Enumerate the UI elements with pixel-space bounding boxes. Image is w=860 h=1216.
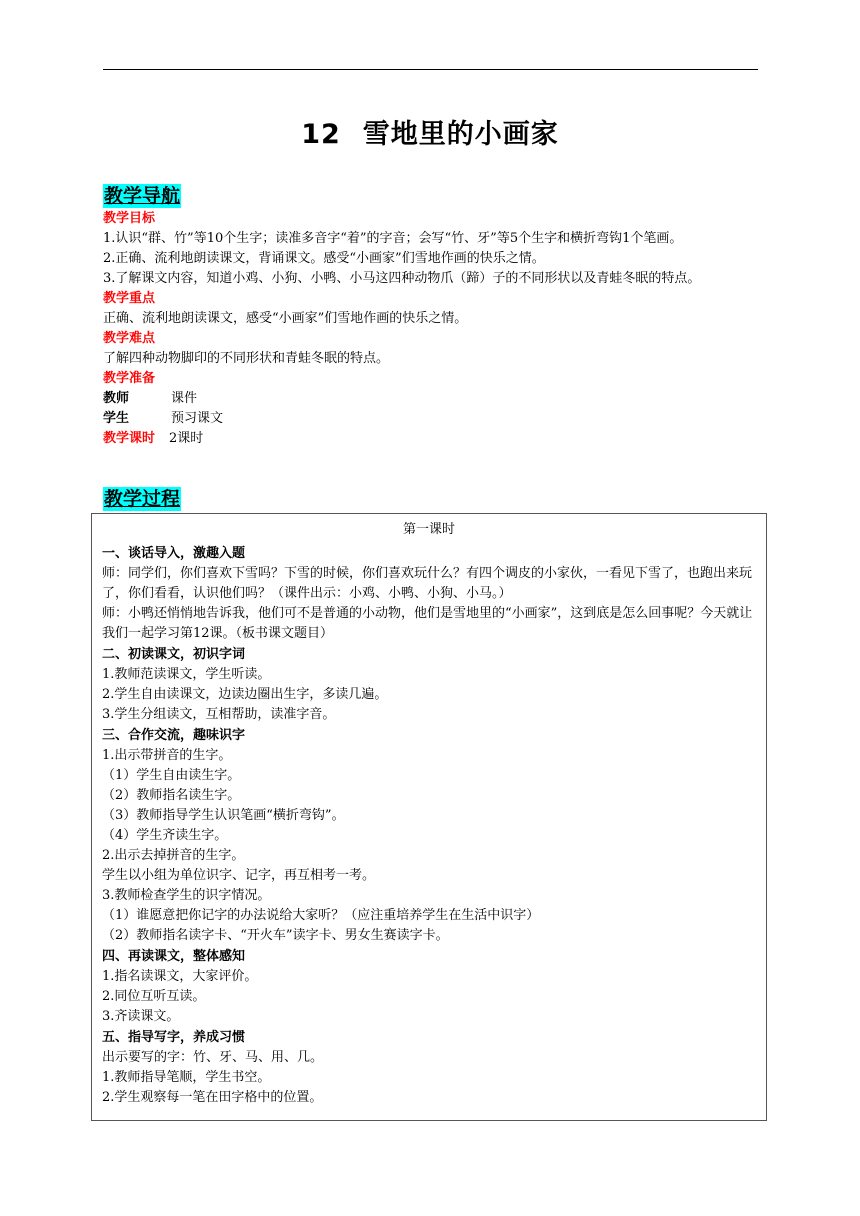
step-line: 3.学生分组读文，互相帮助，读准字音。 <box>102 707 336 722</box>
hours-value: 2课时 <box>169 431 204 446</box>
step-line: （4）学生齐读生字。 <box>102 828 228 843</box>
step-line: （3）教师指导学生认识笔画“横折弯钩”。 <box>102 808 345 823</box>
step-line: （1）学生自由读生字。 <box>102 768 241 783</box>
step-line: 3.齐读课文。 <box>102 1009 180 1024</box>
prep-role: 学生 <box>103 411 130 426</box>
difficulty-text: 了解四种动物脚印的不同形状和青蛙冬眠的特点。 <box>103 351 390 366</box>
step-line: 1.教师范读课文，学生听读。 <box>102 667 271 682</box>
step-line: 3.教师检查学生的识字情况。 <box>102 888 271 903</box>
hours-label: 教学课时 <box>103 431 156 446</box>
guide-heading: 教学导航 <box>104 185 181 207</box>
header-rule <box>103 69 758 70</box>
key-text: 正确、流利地朗读课文，感受“小画家”们雪地作画的快乐之情。 <box>103 311 468 326</box>
step-heading: 四、再读课文，整体感知 <box>102 949 246 964</box>
objectives-label: 教学目标 <box>103 211 156 226</box>
step-line: 出示要写的字：竹、牙、马、用、几。 <box>102 1050 324 1065</box>
hours-row <box>103 429 758 449</box>
prep-row <box>103 409 758 429</box>
process-table <box>91 513 767 1121</box>
prep-row <box>103 389 758 409</box>
page-title <box>0 112 860 151</box>
step-line: 师：同学们，你们喜欢下雪吗？下雪的时候，你们喜欢玩什么？有四个调皮的小家伙，一看见下雪了，也跑出来玩了，你们看看，认识他们吗？（课件出示：小鸡、小鸭、小狗、小马。） <box>102 566 753 601</box>
step-line: 2.学生观察每一笔在田字格中的位置。 <box>102 1090 323 1105</box>
objective-item: 2.正确、流利地朗读课文，背诵课文。感受“小画家”们雪地作画的快乐之情。 <box>103 251 545 266</box>
step-line: 2.出示去掉拼音的生字。 <box>102 848 245 863</box>
process-heading: 教学过程 <box>104 488 181 510</box>
step-line: 1.教师指导笔顺，学生书空。 <box>102 1070 271 1085</box>
difficulty-label: 教学难点 <box>103 331 156 346</box>
prep-label: 教学准备 <box>103 371 156 386</box>
step-line: 师：小鸭还悄悄地告诉我，他们可不是普通的小动物，他们是雪地里的“小画家”，这到底是怎么回事呢？今天就让我们一起学习第12课。（板书课文题目） <box>102 606 753 641</box>
step-heading: 五、指导写字，养成习惯 <box>102 1030 246 1045</box>
step-line: 2.学生自由读课文，边读边圈出生字，多读几遍。 <box>102 687 388 702</box>
step-line: （1）谁愿意把你记字的办法说给大家听？（应注重培养学生在生活中识字） <box>102 908 540 923</box>
prep-role: 教师 <box>103 391 130 406</box>
objective-item: 1.认识“群、竹”等10个生字；读准多音字“着”的字音；会写“竹、牙”等5个生字和横折弯钩1个笔画。 <box>103 231 683 246</box>
guide-section <box>103 209 758 449</box>
objective-item: 3.了解课文内容，知道小鸡、小狗、小鸭、小马这四种动物爪（蹄）子的不同形状以及青蛙冬眠的特点。 <box>103 271 701 286</box>
step-line: （2）教师指名读生字。 <box>102 788 241 803</box>
step-line: 学生以小组为单位识字、记字，再互相考一考。 <box>102 868 376 883</box>
step-line: 1.指名读课文，大家评价。 <box>102 969 258 984</box>
step-line: 2.同位互听互读。 <box>102 989 206 1004</box>
key-label: 教学重点 <box>103 291 156 306</box>
prep-item: 预习课文 <box>171 411 224 426</box>
step-line: （2）教师指名读字卡、“开火车”读字卡、男女生赛读字卡。 <box>102 928 449 943</box>
step-line: 1.出示带拼音的生字。 <box>102 748 232 763</box>
lesson-number: 12 <box>301 119 341 150</box>
prep-item: 课件 <box>171 391 198 406</box>
step-heading: 一、谈话导入，激趣入题 <box>102 546 246 561</box>
step-heading: 三、合作交流，趣味识字 <box>102 728 246 743</box>
lesson-title: 雪地里的小画家 <box>362 119 559 150</box>
lesson-period-label: 第一课时 <box>402 522 455 537</box>
step-heading: 二、初读课文，初识字词 <box>102 647 246 662</box>
